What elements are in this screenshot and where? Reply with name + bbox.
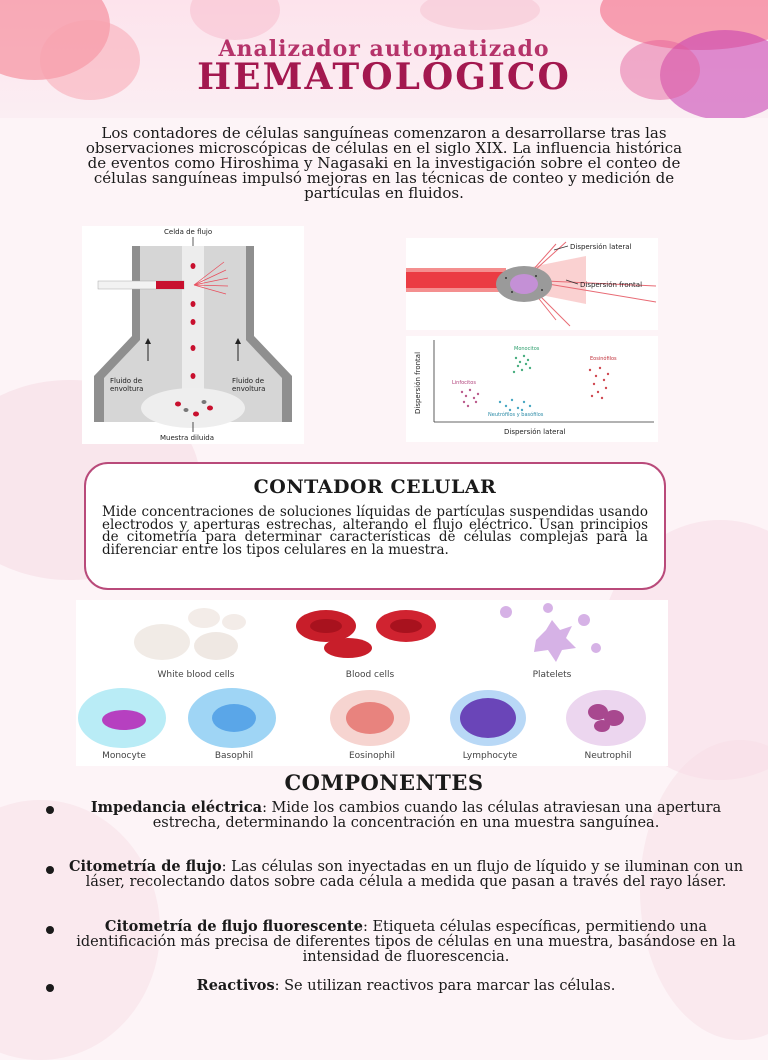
cells-svg [76,600,668,766]
neutrophil-image [566,690,646,746]
label-white-blood-cells: White blood cells [157,670,235,680]
label-celda: Celda de flujo [164,228,213,236]
cytogram-plot [406,336,658,442]
label-eosinophil: Eosinophil [348,751,395,761]
component-citometria [66,859,746,890]
blood-cells-illustration [76,600,668,766]
title-line-1: Analizador automatizado [218,36,550,62]
cytogram-xlabel: Dispersión lateral [504,428,566,436]
contador-celular-card [84,462,666,590]
card-title: CONTADOR CELULAR [253,476,497,498]
cytogram-ylabel: Dispersión frontal [414,351,422,414]
bullet-icon [46,926,54,934]
label-dispersion-frontal: Dispersión frontal [580,281,643,289]
label-dispersion-lateral: Dispersión lateral [570,243,632,251]
component-desc: : Las células son inyectadas en un flujo de líquido y se iluminan con un láser, recolectando datos sobre cada célula a medida que pasan a través del rayo láser. [85,859,744,890]
label-lymphocyte: Lymphocyte [462,751,518,761]
label-neutrofilos: Neutrófilos y basófilos [488,412,544,418]
label-eosinofilos: Eosinófilos [590,356,617,362]
red-blood-cells-image [296,610,436,658]
component-desc: : Etiqueta células específicas, permitiendo una identificación más precisa de diferentes tipos de células en una muestra, basándose en la intensidad de fluorescencia. [76,919,736,965]
bullet-icon [46,866,54,874]
label-muestra: Muestra diluida [160,434,215,442]
watercolor-splash [420,0,540,30]
label-monocitos: Monocitos [514,346,540,352]
component-term: Impedancia eléctrica [90,799,263,816]
component-desc: : Mide los cambios cuando las células atraviesan una apertura estrecha, determinando la concentración en una muestra sanguínea. [152,800,722,831]
light-scatter-diagram [406,238,658,330]
flow-cell-diagram [82,226,304,444]
component-term: Reactivos [196,977,275,994]
label-platelets: Platelets [532,670,572,680]
lymphocyte-image [450,690,526,746]
bullet-icon [46,984,54,992]
label-neutrophil: Neutrophil [584,751,632,761]
component-term: Citometría de flujo [68,858,222,875]
component-reactivos [66,978,746,994]
label-monocyte: Monocyte [102,751,146,761]
components-title: COMPONENTES [284,770,484,795]
component-impedancia [66,800,746,831]
eosinophil-image [330,690,410,746]
basophil-image [188,688,276,748]
label-linfocitos: Linfocitos [452,380,476,386]
label-fluido-left: Fluido de envoltura [110,377,144,393]
white-blood-cells-image [134,608,246,660]
monocyte-image [78,688,166,748]
component-desc: : Se utilizan reactivos para marcar las células. [274,978,616,994]
card-text: Mide concentraciones de soluciones líquidas de partículas suspendidas usando electrodos y aperturas estrechas, alterando el flujo eléctrico. Usan principios de citometría para determinar características de células complejas para la diferenciar entre los tipos celulares en la muestra. [102,504,648,558]
label-fluido-right: Fluido de envoltura [232,377,266,393]
title-line-2: HEMATOLÓGICO [197,56,571,98]
intro-paragraph: Los contadores de células sanguíneas comenzaron a desarrollarse tras las observaciones microscópicas de células en el siglo XIX. La influencia histórica de eventos como Hiroshima y Nagasaki en la investigación sobre el conteo de células sanguíneas impulsó mejoras en las técnicas de conteo y medición de partículas en fluidos. [85,124,683,202]
watercolor-splash [190,0,280,40]
component-term: Citometría de flujo fluorescente [104,918,363,935]
label-basophil: Basophil [214,751,254,761]
bullet-icon [46,806,54,814]
label-blood-cells: Blood cells [345,670,395,680]
component-citometria-fluorescente [66,919,746,965]
platelets-image [500,603,601,662]
